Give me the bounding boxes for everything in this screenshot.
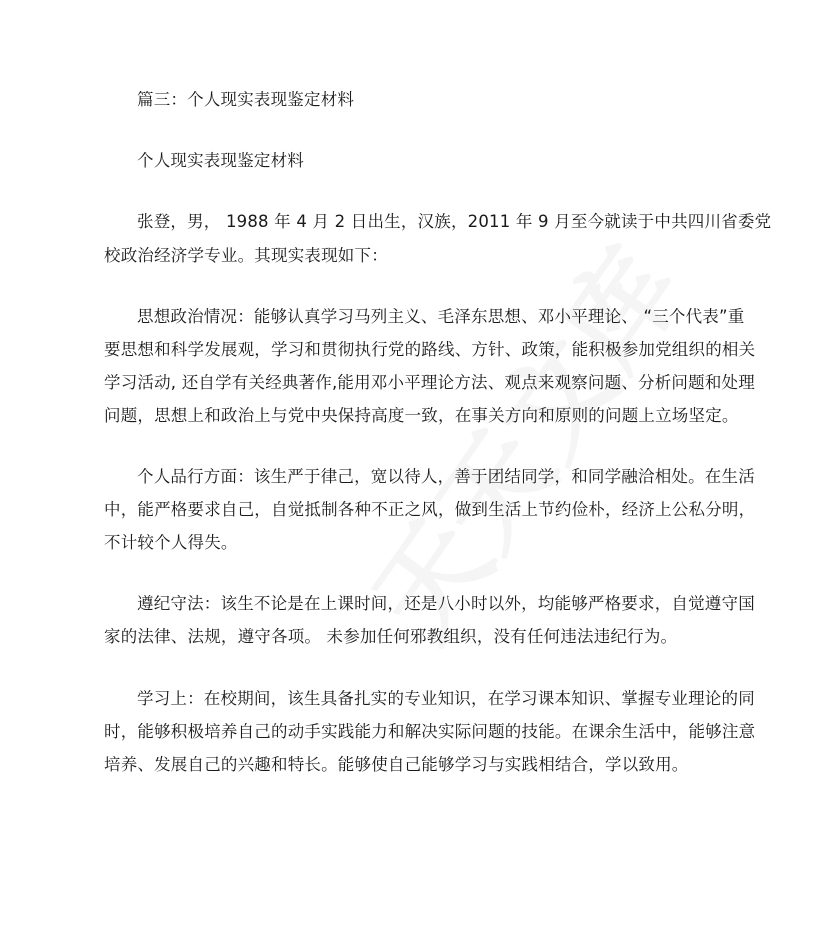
paragraph-line: 个人品行方面：该生严于律己，宽以待人，善于团结同学，和同学融洽相处。在生活 [137, 467, 755, 486]
paragraph-line: 思想政治情况：能够认真学习马列主义、毛泽东思想、邓小平理论、 “三个代表”重 [137, 307, 745, 326]
section-heading: 篇三：个人现实表现鉴定材料 [137, 90, 355, 109]
paragraph-line: 学习上：在校期间，该生具备扎实的专业知识，在学习课本知识、掌握专业理论的同 [137, 689, 755, 708]
paragraph-line: 家的法律、法规，遵守各项。 未参加任何邪教组织，没有任何违法违纪行为。 [104, 627, 678, 646]
paragraph-line: 培养、发展自己的兴趣和特长。能够使自己能够学习与实践相结合，学以致用。 [104, 755, 689, 774]
paragraph-line: 中，能严格要求自己，自觉抵制各种不正之风，做到生活上节约俭朴，经济上公私分明， [104, 500, 756, 519]
paragraph-line: 学习活动, 还自学有关经典著作,能用邓小平理论方法、观点来观察问题、分析问题和处理 [104, 373, 755, 392]
paragraph-line: 遵纪守法：该生不论是在上课时间，还是八小时以外，均能够严格要求，自觉遵守国 [137, 594, 755, 613]
document-title: 个人现实表现鉴定材料 [137, 151, 304, 170]
paragraph-line: 时，能够积极培养自己的动手实践能力和解决实际问题的技能。在课余生活中，能够注意 [104, 722, 756, 741]
paragraph-line: 不计较个人得失。 [104, 533, 238, 552]
paragraph-line: 问题，思想上和政治上与党中央保持高度一致，在事关方向和原则的问题上立场坚定。 [104, 406, 739, 425]
paragraph-line: 要思想和科学发展观，学习和贯彻执行党的路线、方针、政策，能积极参加党组织的相关 [104, 340, 756, 359]
paragraph-line: 张登，男， 1988 年 4 月 2 日出生，汉族，2011 年 9 月至今就读于中共四川省委党 [137, 212, 772, 231]
paragraph-line: 校政治经济学专业。其现实表现如下： [104, 246, 388, 265]
